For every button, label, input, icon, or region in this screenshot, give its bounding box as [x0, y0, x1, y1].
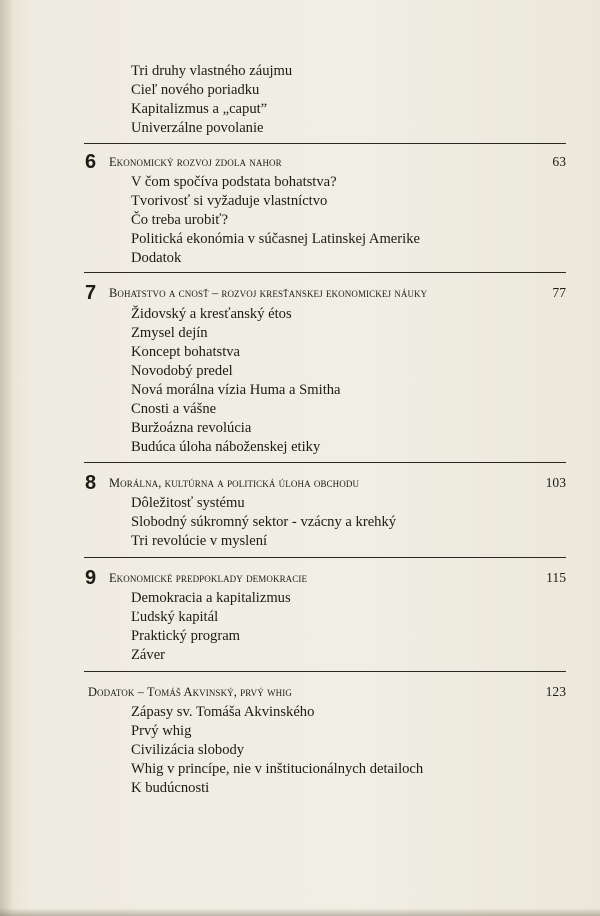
- toc-entry: Whig v princípe, nie v inštitucionálnych detailoch: [131, 761, 424, 777]
- toc-entry: Dôležitosť systému: [131, 495, 245, 511]
- toc-entry: Demokracia a kapitalizmus: [131, 590, 291, 606]
- toc-entry: V čom spočíva podstata bohatstva?: [131, 174, 337, 190]
- toc-entry: Kapitalizmus a „caput”: [131, 101, 268, 117]
- toc-entry: Koncept bohatstva: [131, 344, 241, 360]
- toc-entry: Praktický program: [131, 628, 241, 644]
- chapter-page-number: 63: [552, 154, 566, 169]
- chapter-divider: [84, 462, 566, 463]
- chapter-divider: [84, 143, 566, 144]
- chapter-divider: [84, 557, 566, 558]
- toc-entry: Cieľ nového poriadku: [131, 82, 260, 98]
- chapter-title: Ekonomický rozvoj zdola nahor: [109, 155, 282, 169]
- chapter-divider: [84, 272, 566, 273]
- toc-entry: Budúca úloha náboženskej etiky: [131, 439, 321, 455]
- toc-entry: Politická ekonómia v súčasnej Latinskej Amerike: [131, 231, 420, 247]
- toc-entry: Tri revolúcie v myslení: [131, 533, 268, 549]
- toc-entry: Nová morálna vízia Huma a Smitha: [131, 382, 341, 398]
- page-bottom-edge: [0, 908, 600, 916]
- toc-entry: Novodobý predel: [131, 363, 233, 379]
- toc-entry: Univerzálne povolanie: [131, 120, 264, 136]
- chapter-divider: [84, 671, 566, 672]
- appendix-title: Dodatok – Tomáš Akvinský, prvý whig: [88, 685, 292, 699]
- chapter-number: 8: [85, 472, 97, 494]
- toc-entry: Ľudský kapitál: [131, 609, 219, 625]
- chapter-title: Ekonomické predpoklady demokracie: [109, 571, 308, 585]
- toc-entry: Buržoázna revolúcia: [131, 420, 252, 436]
- page-spine-shadow: [0, 0, 14, 916]
- toc-entry: Civilizácia slobody: [131, 742, 245, 758]
- toc-entry: Tri druhy vlastného záujmu: [131, 63, 293, 79]
- toc-entry: Cnosti a vášne: [131, 401, 217, 417]
- toc-entry: Zmysel dejín: [131, 325, 208, 341]
- toc-entry: Zápasy sv. Tomáša Akvinského: [131, 704, 315, 720]
- chapter-number: 6: [85, 151, 97, 173]
- toc-entry: Židovský a kresťanský étos: [131, 306, 292, 322]
- chapter-page-number: 115: [546, 570, 566, 585]
- chapter-number: 9: [85, 567, 97, 589]
- chapter-title: Bohatstvo a cnosť – rozvoj kresťanskej ekonomickej náuky: [109, 286, 428, 300]
- toc-entry: K budúcnosti: [131, 780, 210, 796]
- chapter-title: Morálna, kultúrna a politická úloha obchodu: [109, 476, 360, 490]
- toc-entry: Dodatok: [131, 250, 182, 266]
- chapter-page-number: 77: [552, 285, 566, 300]
- toc-entry: Čo treba urobiť?: [131, 212, 229, 228]
- toc-entry: Prvý whig: [131, 723, 192, 739]
- appendix-page-number: 123: [545, 684, 566, 699]
- toc-entry: Záver: [131, 647, 166, 663]
- toc-entry: Slobodný súkromný sektor - vzácny a krehký: [131, 514, 397, 530]
- chapter-page-number: 103: [545, 475, 566, 490]
- chapter-number: 7: [85, 282, 97, 304]
- toc-entry: Tvorivosť si vyžaduje vlastníctvo: [131, 193, 328, 209]
